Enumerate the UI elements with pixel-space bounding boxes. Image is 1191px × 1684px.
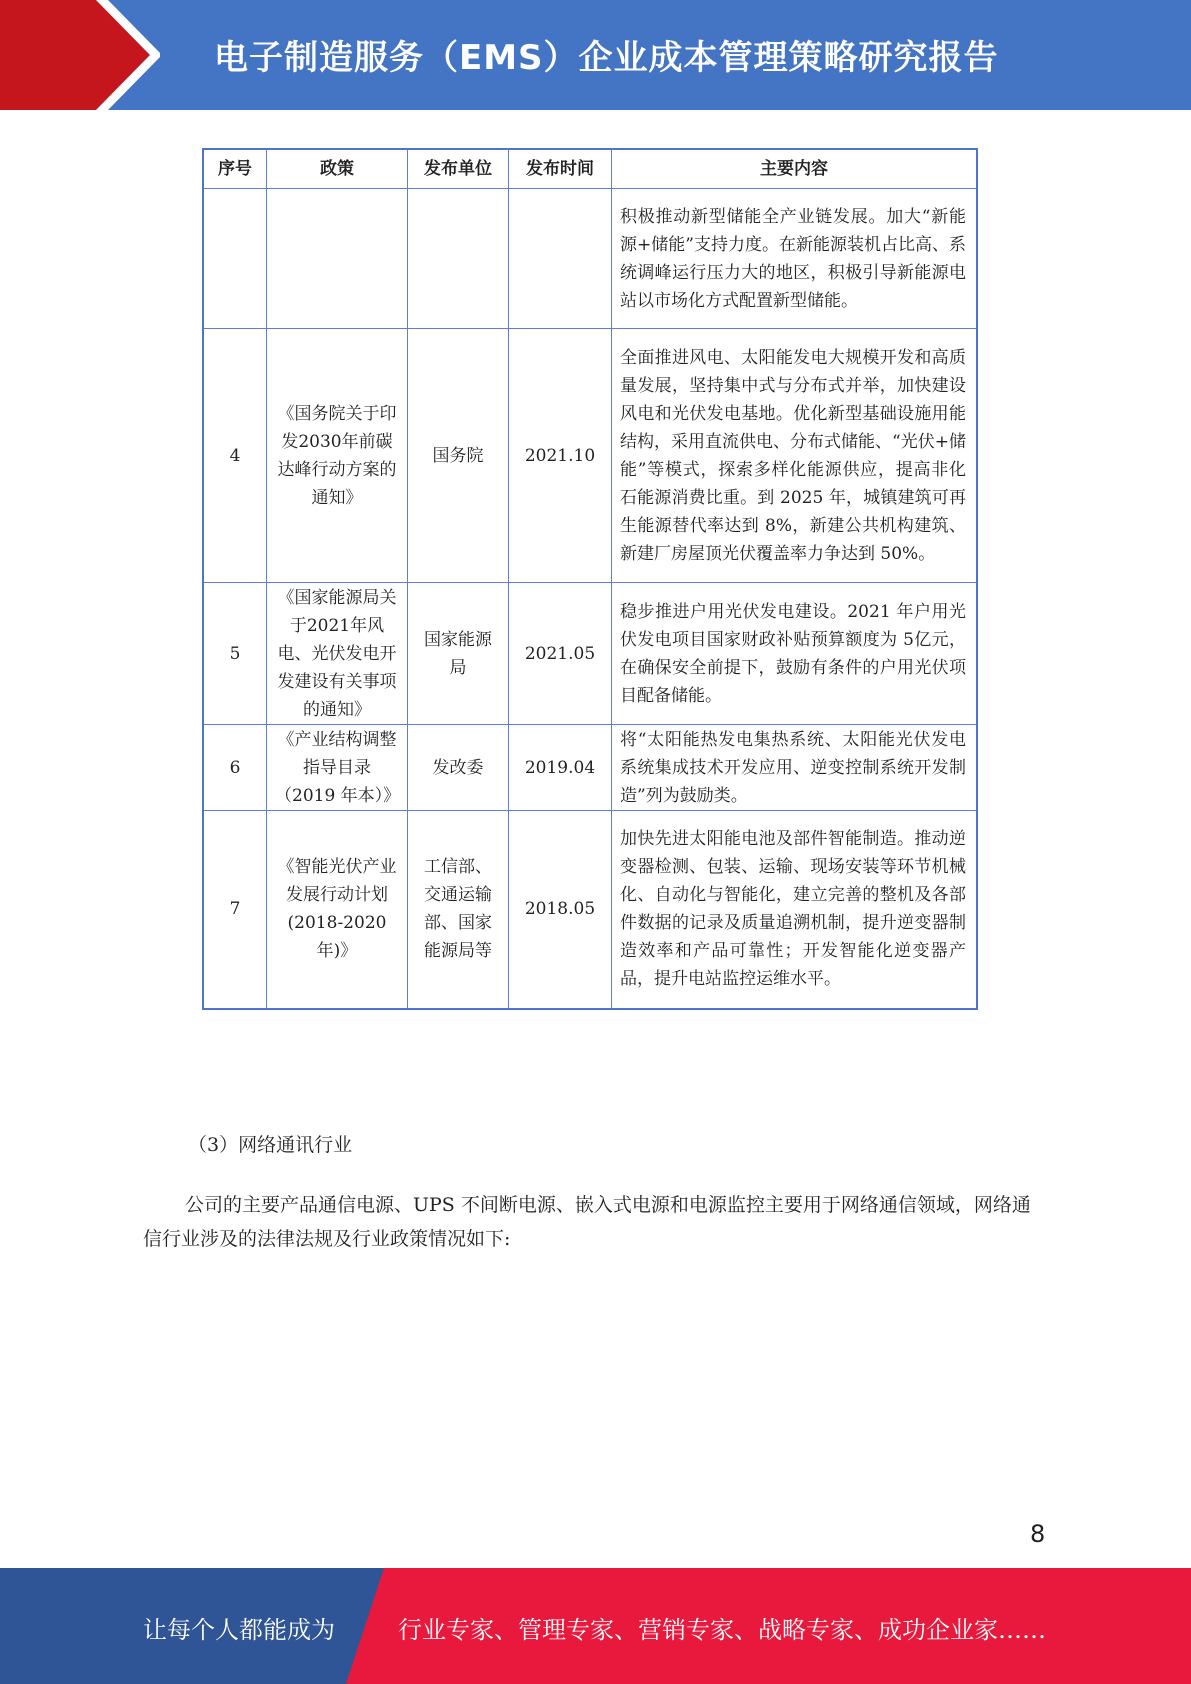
table-row — [203, 583, 977, 725]
cell-no — [203, 189, 267, 329]
cell-content: 加快先进太阳能电池及部件智能制造。推动逆变器检测、包装、运输、现场安装等环节机械化、自动化与智能化，建立完善的整机及各部件数据的记录及质量追溯机制，提升逆变器制造效率和产品可靠性；开发智能化逆变器产品，提升电站监控运维水平。 — [612, 811, 978, 1009]
cell-policy: 《国家能源局关于2021年风电、光伏发电开发建设有关事项的通知》 — [267, 583, 408, 725]
column-header-content: 主要内容 — [612, 149, 978, 189]
column-header-issuer: 发布单位 — [408, 149, 509, 189]
column-header-date: 发布时间 — [509, 149, 612, 189]
cell-date — [509, 189, 612, 329]
cell-no: 6 — [203, 725, 267, 811]
table-row — [203, 725, 977, 811]
table-row — [203, 189, 977, 329]
cell-issuer: 国家能源局 — [408, 583, 509, 725]
body-paragraph: 公司的主要产品通信电源、UPS 不间断电源、嵌入式电源和电源监控主要用于网络通信领域，网络通信行业涉及的法律法规及行业政策情况如下: — [143, 1194, 1031, 1250]
cell-content: 将“太阳能热发电集热系统、太阳能光伏发电系统集成技术开发应用、逆变控制系统开发制造”列为鼓励类。 — [612, 725, 978, 811]
column-header-policy: 政策 — [267, 149, 408, 189]
cell-issuer: 发改委 — [408, 725, 509, 811]
cell-content: 积极推动新型储能全产业链发展。加大“新能源+储能”支持力度。在新能源装机占比高、系统调峰运行压力大的地区，积极引导新能源电站以市场化方式配置新型储能。 — [612, 189, 978, 329]
cell-policy — [267, 189, 408, 329]
cell-date: 2021.05 — [509, 583, 612, 725]
header-arrow-decoration — [0, 0, 160, 110]
cell-no: 5 — [203, 583, 267, 725]
cell-date: 2021.10 — [509, 329, 612, 583]
cell-content: 稳步推进户用光伏发电建设。2021 年户用光伏发电项目国家财政补贴预算额度为 5亿元，在确保安全前提下，鼓励有条件的户用光伏项目配备储能。 — [612, 583, 978, 725]
table-header-row — [203, 149, 977, 189]
footer-slogan-left: 让每个人都能成为 — [143, 1616, 335, 1644]
cell-policy: 《产业结构调整指导目录（2019 年本）》 — [267, 725, 408, 811]
footer-banner — [0, 1568, 1191, 1684]
policy-table — [202, 148, 978, 1010]
report-title: 电子制造服务（EMS）企业成本管理策略研究报告 — [214, 38, 999, 78]
cell-issuer: 工信部、交通运输部、国家能源局等 — [408, 811, 509, 1009]
header-banner — [0, 0, 1191, 110]
cell-no: 4 — [203, 329, 267, 583]
cell-issuer: 国务院 — [408, 329, 509, 583]
page-number: 8 — [1030, 1520, 1046, 1548]
table-row — [203, 329, 977, 583]
cell-issuer — [408, 189, 509, 329]
cell-content: 全面推进风电、太阳能发电大规模开发和高质量发展，坚持集中式与分布式并举，加快建设风电和光伏发电基地。优化新型基础设施用能结构，采用直流供电、分布式储能、“光伏+储能”等模式，探索多样化能源供应，提高非化石能源消费比重。到 2025 年，城镇建筑可再生能源替代率达到 8%，新建公共机构建筑、新建厂房屋顶光伏覆盖率力争达到 50%。 — [612, 329, 978, 583]
table-row — [203, 811, 977, 1009]
cell-date: 2018.05 — [509, 811, 612, 1009]
footer-slogan-right: 行业专家、管理专家、营销专家、战略专家、成功企业家…… — [398, 1616, 1046, 1644]
cell-no: 7 — [203, 811, 267, 1009]
column-header-no: 序号 — [203, 149, 267, 189]
section-heading: （3）网络通讯行业 — [188, 1134, 353, 1156]
cell-date: 2019.04 — [509, 725, 612, 811]
cell-policy: 《国务院关于印发2030年前碳达峰行动方案的通知》 — [267, 329, 408, 583]
cell-policy: 《智能光伏产业发展行动计划(2018-2020年)》 — [267, 811, 408, 1009]
